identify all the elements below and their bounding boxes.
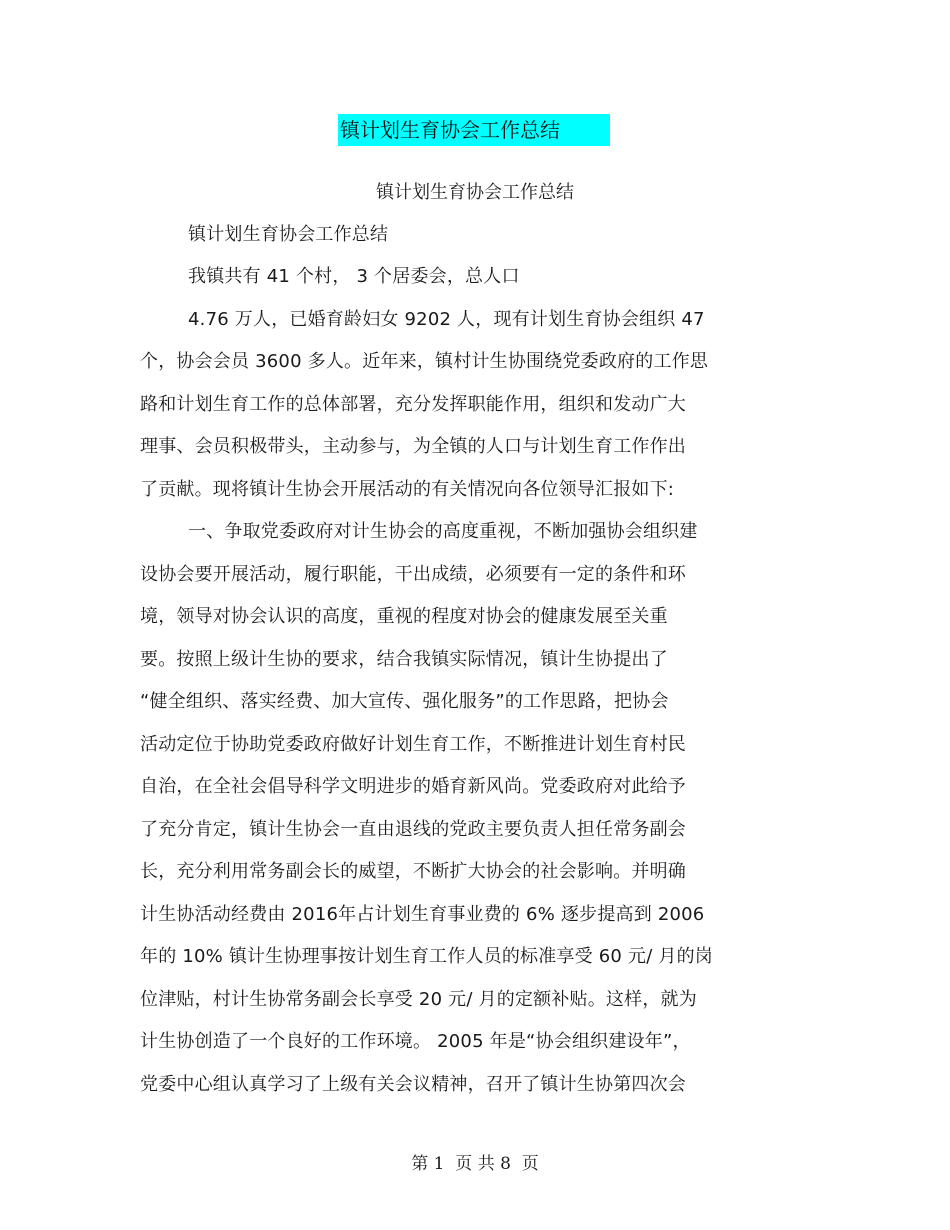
paragraph-line: 自治，在全社会倡导科学文明进步的婚育新风尚。党委政府对此给予	[140, 776, 686, 797]
paragraph-line: 要。按照上级计生协的要求，结合我镇实际情况，镇计生协提出了	[140, 649, 668, 670]
paragraph-line: “健全组织、落实经费、加大宣传、强化服务”的工作思路，把协会	[140, 691, 669, 712]
paragraph-line: 设协会要开展活动，履行职能，干出成绩，必须要有一定的条件和环	[140, 564, 686, 585]
paragraph-line: 党委中心组认真学习了上级有关会议精神，召开了镇计生协第四次会	[140, 1074, 686, 1095]
document-title-highlighted: 镇计划生育协会工作总结	[338, 114, 610, 146]
paragraph-line: 镇计划生育协会工作总结	[188, 224, 389, 245]
page-number-footer: 第 1 页 共 8 页	[411, 1154, 539, 1174]
paragraph-line: 位津贴，村计生协常务副会长享受 20 元/ 月的定额补贴。这样，就为	[140, 989, 697, 1010]
paragraph-line: 了充分肯定，镇计生协会一直由退线的党政主要负责人担任常务副会	[140, 819, 686, 840]
paragraph-line: 个，协会会员 3600 多人。近年来，镇村计生协围绕党委政府的工作思	[140, 351, 709, 372]
paragraph-line: 年的 10% 镇计生协理事按计划生育工作人员的标准享受 60 元/ 月的岗	[140, 946, 713, 967]
paragraph-line: 计生协创造了一个良好的工作环境。 2005 年是“协会组织建设年”，	[140, 1031, 691, 1052]
paragraph-line: 境，领导对协会认识的高度，重视的程度对协会的健康发展至关重	[140, 606, 668, 627]
paragraph-line: 计生协活动经费由 2016年占计划生育事业费的 6% 逐步提高到 2006	[140, 904, 705, 925]
paragraph-line: 一、争取党委政府对计生协会的高度重视，不断加强协会组织建	[188, 521, 698, 542]
paragraph-line: 路和计划生育工作的总体部署，充分发挥职能作用，组织和发动广大	[140, 394, 686, 415]
paragraph-line: 我镇共有 41 个村， 3 个居委会，总人口	[188, 266, 520, 287]
document-subtitle: 镇计划生育协会工作总结	[376, 182, 574, 203]
paragraph-line: 4.76 万人，已婚育龄妇女 9202 人，现有计划生育协会组织 47	[188, 309, 705, 330]
paragraph-line: 理事、会员积极带头，主动参与，为全镇的人口与计划生育工作作出	[140, 436, 686, 457]
paragraph-line: 长，充分利用常务副会长的威望，不断扩大协会的社会影响。并明确	[140, 861, 686, 882]
paragraph-line: 了贡献。现将镇计生协会开展活动的有关情况向各位领导汇报如下:	[140, 479, 675, 500]
paragraph-line: 活动定位于协助党委政府做好计划生育工作，不断推进计划生育村民	[140, 734, 686, 755]
